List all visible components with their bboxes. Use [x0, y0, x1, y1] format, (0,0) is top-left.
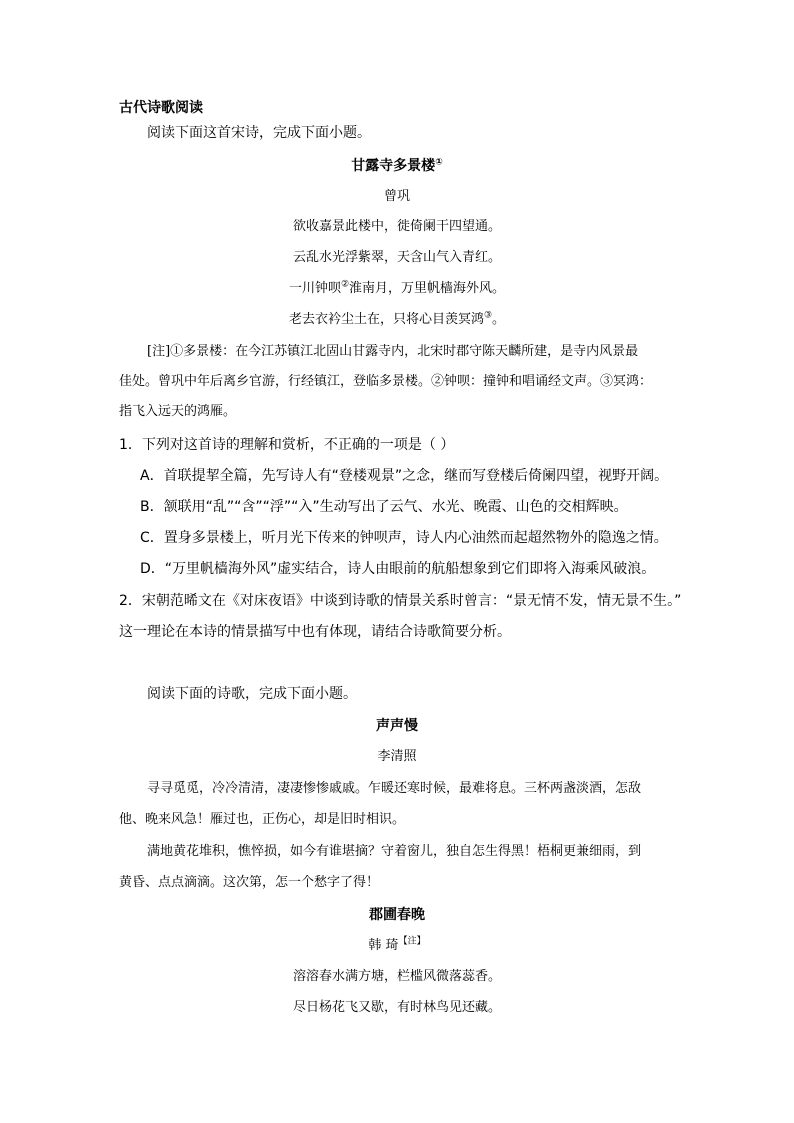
- poem2-line: 尽日杨花飞又歇，有时林鸟见还藏。: [292, 1000, 501, 1015]
- poem-line: [0, 280, 794, 298]
- question-1-option-c: C．置身多景楼上，听月光下传来的钟呗声，诗人内心油然而起超然物外的隐逸之情。: [140, 530, 668, 546]
- poem-line-part: 。: [492, 312, 506, 327]
- poem-line-part: 一川钟呗: [288, 281, 341, 296]
- poem-line: 云乱水光浮紫翠，天含山气入青红。: [292, 250, 501, 265]
- ci-line: 寻寻觅觅，冷冷清清，凄凄惨惨戚戚。乍暖还寒时候，最难将息。三杯两盏淡酒，怎敌: [147, 781, 642, 796]
- poem-line: 欲收嘉景此楼中，徙倚阑干四望通。: [292, 219, 501, 234]
- poem2-author: [0, 937, 794, 955]
- poem-line: [0, 311, 794, 329]
- poem-title-note-mark: ①: [435, 157, 443, 168]
- ci-line: 他、晚来风急！雁过也，正伤心，却是旧时相识。: [119, 812, 406, 827]
- annotation-line: 指飞入远天的鸿雁。: [119, 404, 237, 419]
- poem-title: [0, 157, 794, 175]
- poem2-author-note: 【注】: [398, 936, 426, 947]
- ci-title: 声声慢: [376, 718, 418, 734]
- question-1-option-d: D．“万里帆樯海外风”虚实结合，诗人由眼前的航船想象到它们即将入海乘风破浪。: [140, 561, 656, 577]
- question-2-line: 2．宋朝范晞文在《对床夜语》中谈到诗歌的情景关系时曾言：“景无情不发，情无景不生。”: [119, 593, 682, 609]
- poem-line-part: 淮南月，万里帆樯海外风。: [349, 281, 506, 296]
- poem-line-part: 老去衣衿尘土在，只将心目羡冥鸿: [288, 312, 484, 327]
- instruction-part2: 阅读下面的诗歌，完成下面小题。: [147, 686, 357, 702]
- question-1-option-b: B．颔联用“乱”“含”“浮”“入”生动写出了云气、水光、晚霞、山色的交相辉映。: [140, 499, 628, 515]
- note-mark: ②: [340, 279, 350, 290]
- ci-line: 黄昏、点点滴滴。这次第，怎一个愁字了得！: [119, 875, 380, 890]
- instruction-part1: 阅读下面这首宋诗，完成下面小题。: [147, 125, 371, 141]
- poem2-title: 郡圃春晚: [369, 907, 425, 923]
- question-1-option-a: A．首联提挈全篇，先写诗人有“登楼观景”之念，继而写登楼后倚阑四望，视野开阔。: [140, 468, 669, 484]
- poem2-line: 溶溶春水满方塘，栏槛风微落蕊香。: [292, 969, 501, 984]
- ci-line: 满地黄花堆积，憔悴损，如今有谁堪摘？守着窗儿，独自怎生得黑！梧桐更兼细雨，到: [147, 844, 642, 859]
- poem-title-text: 甘露寺多景楼: [351, 158, 436, 174]
- section-title: 古代诗歌阅读: [119, 100, 203, 116]
- annotation-line: 佳处。曾巩中年后离乡官游，行经镇江，登临多景楼。②钟呗：撞钟和唱诵经文声。③冥鸿：: [119, 374, 653, 389]
- annotation-line: [注]①多景楼：在今江苏镇江北固山甘露寺内，北宋时郡守陈天麟所建，是寺内风景最: [147, 344, 639, 359]
- question-2-line: 这一理论在本诗的情景描写中也有体现，请结合诗歌简要分析。: [119, 624, 511, 640]
- note-mark: ③: [483, 310, 493, 321]
- poem-author: 曾巩: [383, 189, 410, 204]
- poem2-author-name: 韩 琦: [368, 938, 399, 953]
- ci-author: 李清照: [377, 749, 417, 764]
- question-1-stem: 1．下列对这首诗的理解和赏析，不正确的一项是（ ）: [119, 437, 455, 453]
